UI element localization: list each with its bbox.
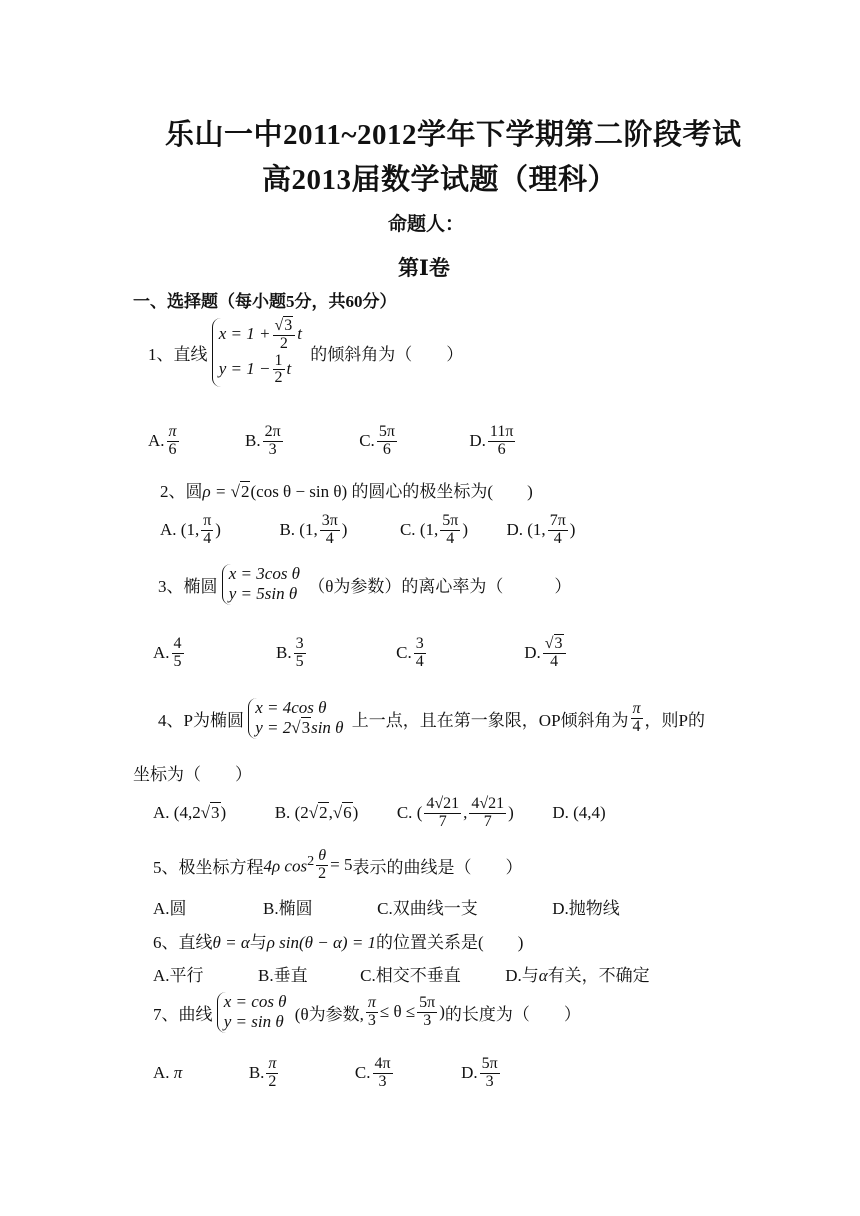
author-label: 命题人：	[388, 214, 465, 235]
exam-title-line2: 高2013届数学试题（理科）	[262, 164, 618, 196]
q1-options: A. $\frac{\pi}{6}$ B. $\frac{2\pi}{3}$ C. $\frac{5\pi}{6}$ D. $\frac{11\pi}{6}$	[148, 423, 514, 458]
q4-line2: 坐标为（ ）	[133, 765, 252, 784]
q5-options: A.圆 B.椭圆 C.双曲线一支 D.抛物线	[153, 899, 620, 918]
q4-options: A. (4,2√3) B. (2√2,√6) C. ( $\frac{4√21}{7}$ , $\frac{4√21}{7}$ ) D. (4,4)	[153, 795, 606, 830]
question-6: 6、直线θ = α与ρ sin(θ − α) = 1的位置关系是( )	[153, 933, 524, 952]
q3-options: A. $\frac{4}{5}$ B. $\frac{3}{5}$ C. $\frac{3}{4}$ D. $\frac{√3}{4}$	[153, 636, 568, 671]
exam-title-line1: 乐山一中2011~2012学年下学期第二阶段考试	[165, 119, 742, 151]
q1-tail: 的倾斜角为（ ）	[310, 345, 464, 365]
q2-options: A. (1, $\frac{\pi}{4}$ ) B. (1, $\frac{3\pi}{4}$ ) C. (1, $\frac{5\pi}{4}$ ) D. (1, $\frac{7\pi}{4}$ )	[160, 512, 576, 547]
question-3: 3、椭圆 x = 3cos θ y = 5sin θ （θ为参数）的离心率为（ ）	[158, 564, 572, 604]
question-1	[148, 318, 463, 387]
question-4: 4、P为椭圆 x = 4cos θ y = 2√3sin θ 上一点，且在第一象限，OP倾斜角为 $\frac{\pi}{4}$ ，则P的	[158, 698, 706, 738]
q1-system: x = 1 + $\frac{√3}{2}$ t y = 1 − $\frac{1}{2}$ t	[212, 318, 302, 387]
q4-system: x = 4cos θ y = 2√3sin θ	[248, 698, 343, 739]
question-5: 5、极坐标方程4ρ $\cos^2$ $\frac{\theta}{2}$ = 5表示的曲线是（ ）	[153, 847, 523, 882]
q3-system: x = 3cos θ y = 5sin θ	[222, 564, 300, 605]
q7-system: x = cos θ y = sin θ	[217, 992, 287, 1033]
q6-options: A.平行 B.垂直 C.相交不垂直 D.与α有关，不确定	[153, 966, 650, 985]
section-heading: 一、选择题（每小题5分，共60分）	[133, 292, 397, 311]
volume-label: 第Ⅰ卷	[398, 256, 450, 280]
q1-label: 1、直线	[148, 345, 208, 365]
q7-options: A. π B. $\frac{\pi}{2}$ C. $\frac{4\pi}{3}$ D. $\frac{5\pi}{3}$	[153, 1055, 498, 1090]
question-7: 7、曲线 x = cos θ y = sin θ (θ为参数, $\frac{\pi}{3}$ ≤ θ ≤ $\frac{5\pi}{3}$ )的长度为（ ）	[153, 992, 581, 1032]
question-2: 2、圆ρ = √2(cos θ − sin θ) 的圆心的极坐标为( )	[160, 482, 533, 501]
